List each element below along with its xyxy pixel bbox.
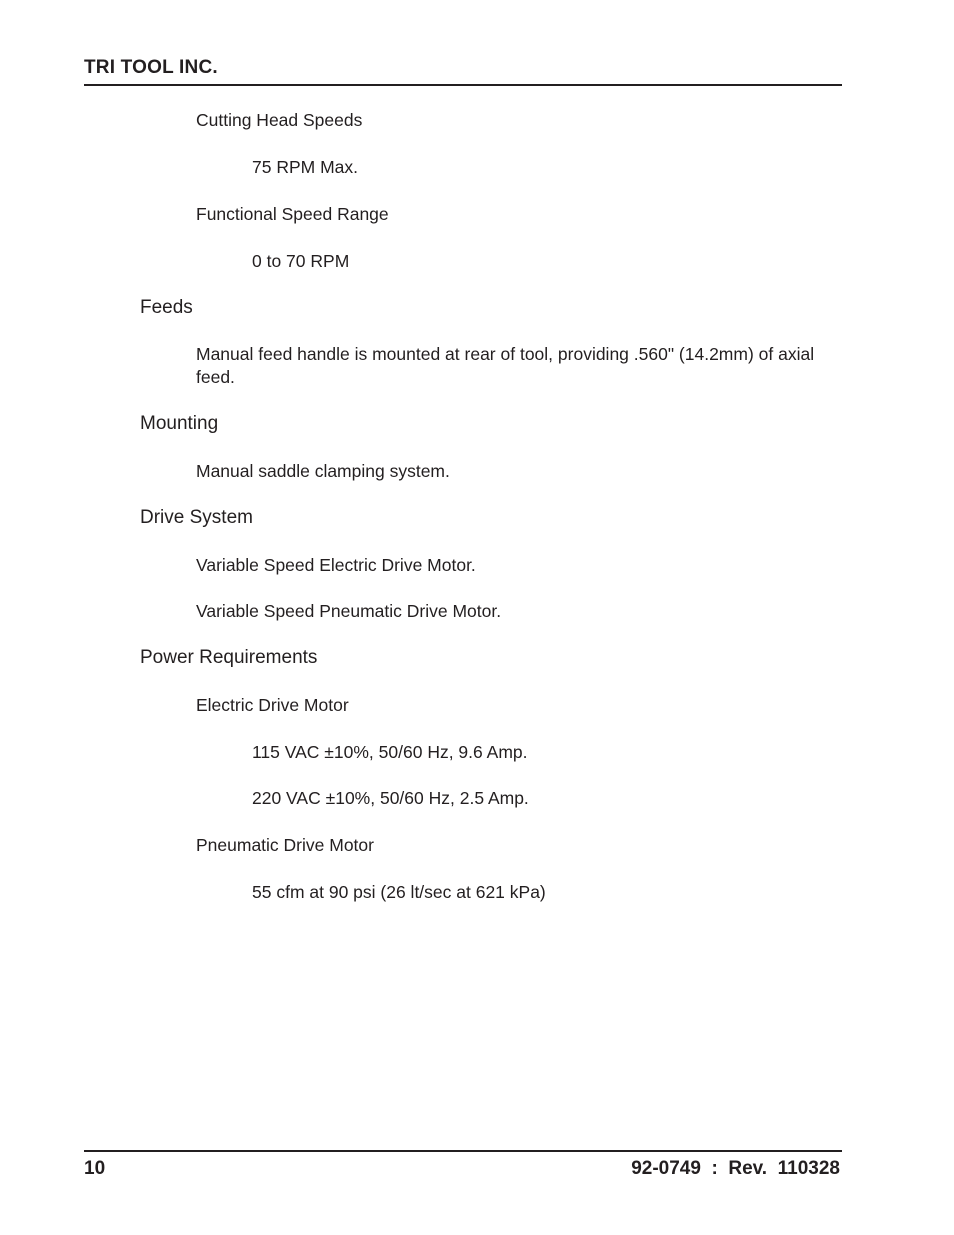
document-revision: 92-0749 : Rev. 110328 xyxy=(631,1158,840,1179)
drive-system-item-pneumatic: Variable Speed Pneumatic Drive Motor. xyxy=(196,601,502,621)
electric-spec-220vac: 220 VAC ±10%, 50/60 Hz, 2.5 Amp. xyxy=(252,788,529,808)
footer-rule xyxy=(84,1150,842,1152)
drive-system-item-electric: Variable Speed Electric Drive Motor. xyxy=(196,555,476,575)
cutting-head-speeds-label: Cutting Head Speeds xyxy=(196,110,363,130)
power-requirements-heading: Power Requirements xyxy=(140,647,318,668)
electric-spec-115vac: 115 VAC ±10%, 50/60 Hz, 9.6 Amp. xyxy=(252,742,528,762)
feeds-heading: Feeds xyxy=(140,297,193,318)
mounting-text: Manual saddle clamping system. xyxy=(196,461,450,481)
electric-drive-motor-label: Electric Drive Motor xyxy=(196,695,349,715)
page-number: 10 xyxy=(84,1158,106,1179)
pneumatic-drive-motor-label: Pneumatic Drive Motor xyxy=(196,835,374,855)
company-name: TRI TOOL INC. xyxy=(84,57,218,78)
cutting-head-speeds-value: 75 RPM Max. xyxy=(252,157,358,177)
pneumatic-spec: 55 cfm at 90 psi (26 lt/sec at 621 kPa) xyxy=(252,882,546,902)
functional-speed-range-value: 0 to 70 RPM xyxy=(252,251,350,271)
header-rule xyxy=(84,84,842,86)
mounting-heading: Mounting xyxy=(140,413,219,434)
functional-speed-range-label: Functional Speed Range xyxy=(196,204,389,224)
feeds-text: Manual feed handle is mounted at rear of tool, providing .560" (14.2mm) of axial feed. xyxy=(196,344,815,387)
drive-system-heading: Drive System xyxy=(140,507,253,528)
